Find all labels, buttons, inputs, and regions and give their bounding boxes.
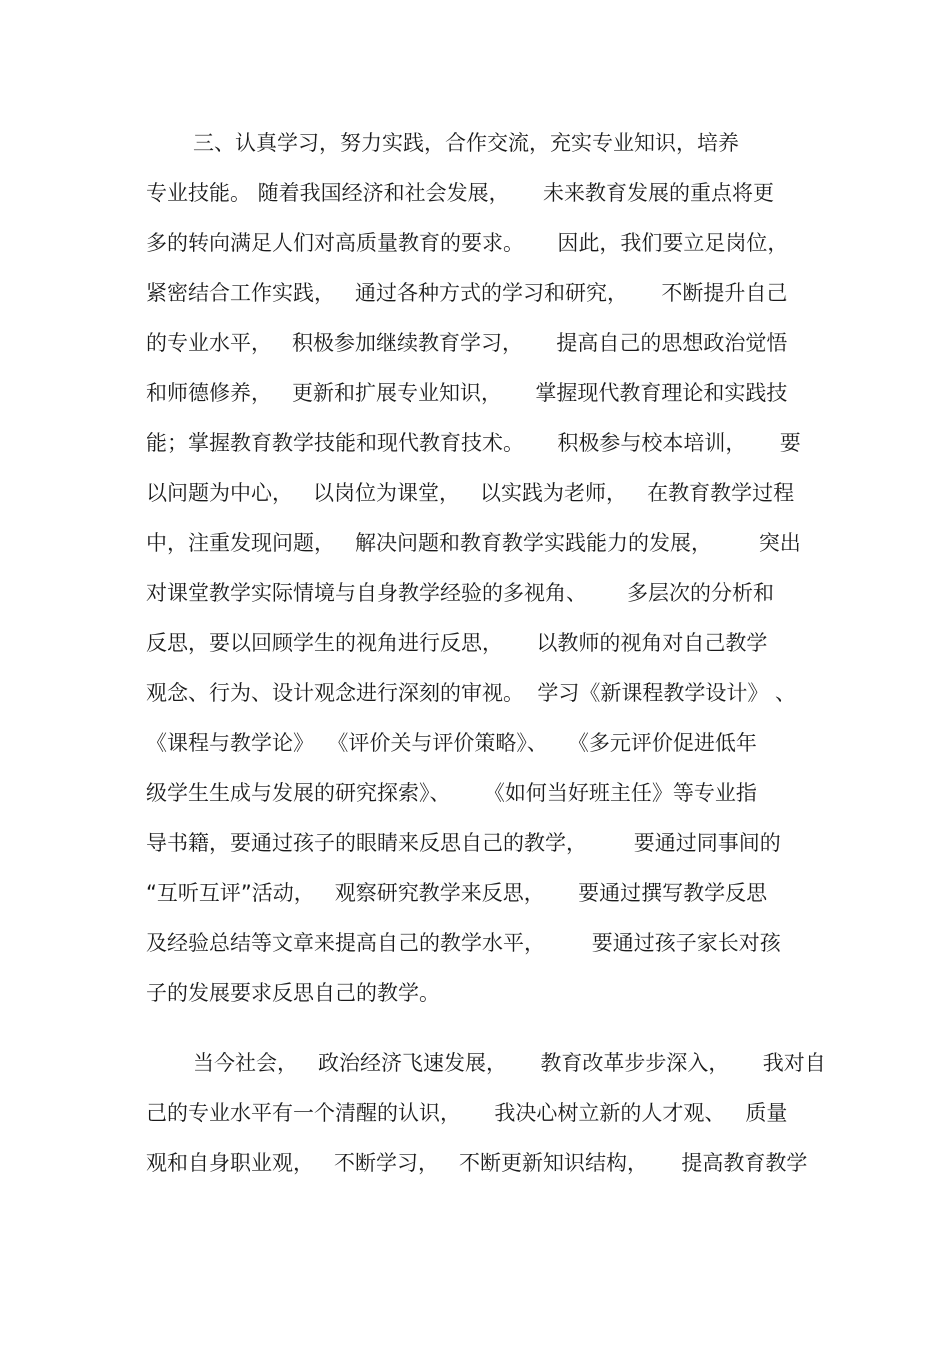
paragraph-1-line-7: 能；掌握教育教学技能和现代教育技术。 积极参与校本培训， 要 [146, 431, 801, 455]
paragraph-1-line-17: 及经验总结等文章来提高自己的教学水平， 要通过孩子家长对孩 [146, 931, 781, 955]
paragraph-2-line-3: 观和自身职业观， 不断学习， 不断更新知识结构， 提高教育教学 [146, 1151, 808, 1175]
paragraph-1-line-14: 级学生生成与发展的研究探索》、 《如何当好班主任》等专业指 [146, 781, 757, 805]
paragraph-1-line-18: 子的发展要求反思自己的教学。 [146, 981, 440, 1005]
paragraph-1-line-4: 紧密结合工作实践， 通过各种方式的学习和研究， 不断提升自己 [146, 281, 788, 305]
paragraph-1-line-16: “互听互评”活动， 观察研究教学来反思， 要通过撰写教学反思 [146, 881, 768, 905]
paragraph-1-line-5: 的专业水平， 积极参加继续教育学习， 提高自己的思想政治觉悟 [146, 331, 788, 355]
paragraph-1-line-13: 《课程与教学论》 《评价关与评价策略》、 《多元评价促进低年 [146, 731, 757, 755]
paragraph-1-line-6: 和师德修养， 更新和扩展专业知识， 掌握现代教育理论和实践技 [146, 381, 788, 405]
paragraph-1-line-15: 导书籍，要通过孩子的眼睛来反思自己的教学， 要通过同事间的 [146, 831, 781, 855]
paragraph-1-line-10: 对课堂教学实际情境与自身教学经验的多视角、 多层次的分析和 [146, 581, 775, 605]
paragraph-1-line-1: 三、认真学习，努力实践，合作交流，充实专业知识，培养 [193, 131, 739, 155]
paragraph-1-line-9: 中，注重发现问题， 解决问题和教育教学实践能力的发展， 突出 [146, 531, 801, 555]
paragraph-1-line-11: 反思，要以回顾学生的视角进行反思， 以教师的视角对自己教学 [146, 631, 768, 655]
paragraph-2-line-1: 当今社会， 政治经济飞速发展， 教育改革步步深入， 我对自 [193, 1051, 826, 1075]
paragraph-1-line-12: 观念、行为、设计观念进行深刻的审视。 学习《新课程教学设计》 、 [146, 681, 797, 705]
paragraph-2-line-2: 己的专业水平有一个清醒的认识， 我决心树立新的人才观、 质量 [146, 1101, 788, 1125]
paragraph-1-line-3: 多的转向满足人们对高质量教育的要求。 因此，我们要立足岗位， [146, 231, 789, 255]
paragraph-1-line-2: 专业技能。 随着我国经济和社会发展， 未来教育发展的重点将更 [146, 181, 775, 205]
paragraph-1-line-8: 以问题为中心， 以岗位为课堂， 以实践为老师， 在教育教学过程 [146, 481, 795, 505]
